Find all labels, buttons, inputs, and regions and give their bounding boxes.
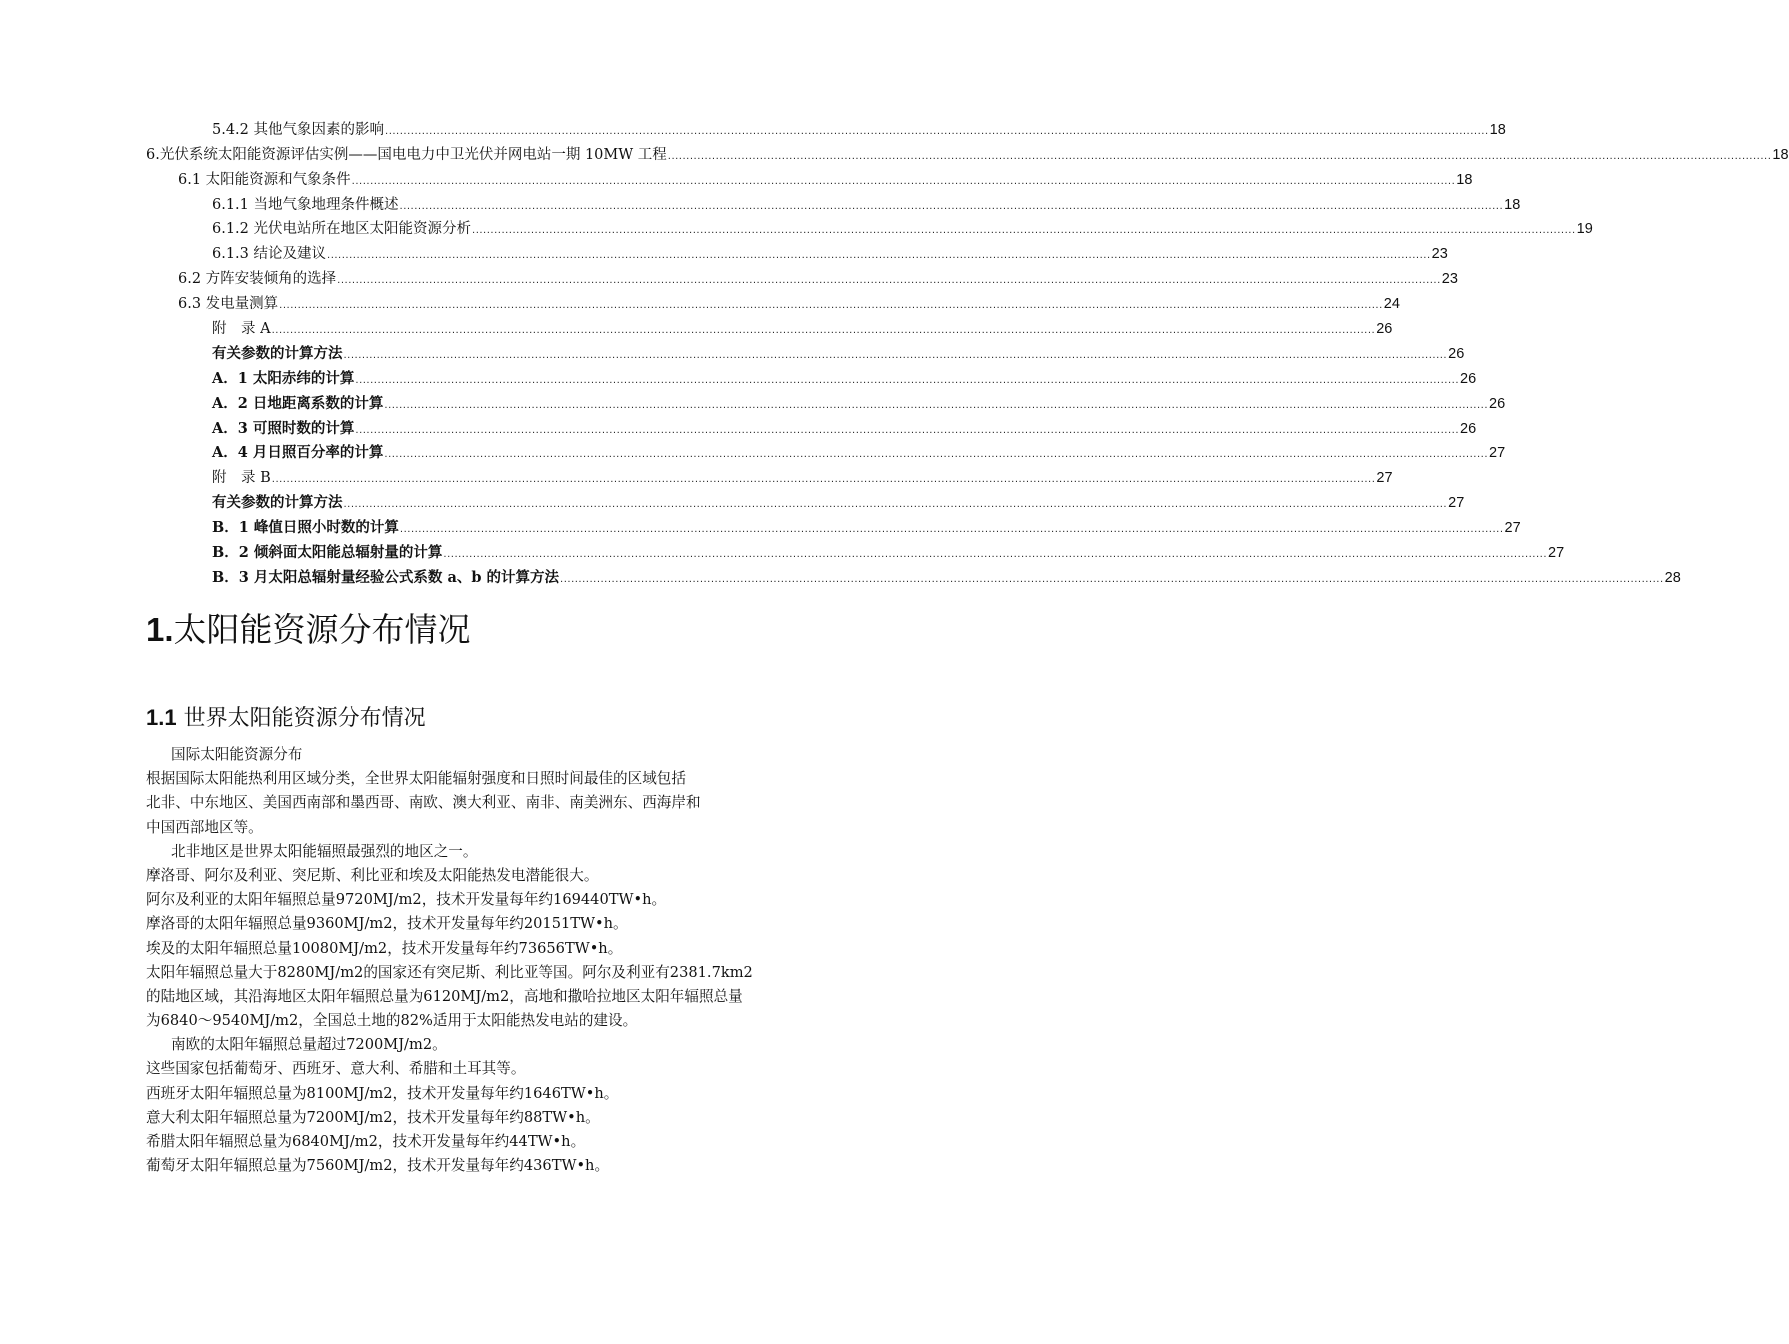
toc-entry[interactable]	[0, 290, 1400, 315]
toc-entry-title: A．1 太阳赤纬的计算	[212, 368, 355, 390]
chapter-title: 太阳能资源分布情况	[173, 610, 471, 649]
section-title: 世界太阳能资源分布情况	[176, 706, 426, 731]
toc-entry[interactable]	[0, 166, 1473, 191]
toc-entry-title: B．2 倾斜面太阳能总辐射量的计算	[212, 542, 443, 564]
body-line: 摩洛哥的太阳年辐照总量9360MJ/m2，技术开发量每年约20151TW•h。	[146, 915, 628, 933]
toc-leader-dots: ............................................................................................................................................................................................................................................................................................................	[472, 225, 1576, 237]
toc-entry-title: 有关参数的计算方法	[212, 492, 344, 514]
body-line: 中国西部地区等。	[146, 818, 263, 836]
toc-entry-page: 27	[1376, 470, 1393, 487]
toc-entry-title: B．3 月太阳总辐射量经验公式系数 a、b 的计算方法	[212, 567, 560, 589]
chapter-heading	[146, 606, 471, 654]
toc-leader-dots: ............................................................................................................................................................................................................................................................................................................	[355, 374, 1460, 386]
body-line: 根据国际太阳能热利用区域分类，全世界太阳能辐射强度和日照时间最佳的区域包括	[146, 770, 686, 788]
toc-entry[interactable]	[0, 390, 1506, 415]
body-line: 的陆地区域，其沿海地区太阳年辐照总量为6120MJ/m2，高地和撒哈拉地区太阳年辐照总量	[146, 987, 743, 1005]
toc-leader-dots: ............................................................................................................................................................................................................................................................................................................	[337, 275, 1441, 287]
toc-entry-title: 6.2 方阵安装倾角的选择	[178, 268, 337, 290]
body-line: 国际太阳能资源分布	[171, 746, 303, 763]
toc-entry-page: 28	[1664, 569, 1681, 586]
toc-entry-title: 6.1.3 结论及建议	[212, 243, 327, 265]
toc-entry-title: 6.光伏系统太阳能资源评估实例——国电电力中卫光伏并网电站一期 10MW 工程	[146, 144, 668, 166]
body-line: 葡萄牙太阳年辐照总量为7560MJ/m2，技术开发量每年约436TW•h。	[146, 1157, 610, 1175]
toc-entry-page: 27	[1448, 495, 1465, 512]
section-heading	[146, 701, 426, 736]
toc-entry[interactable]	[0, 489, 1465, 514]
toc-entry[interactable]	[0, 240, 1448, 265]
toc-entry-title: A．3 可照时数的计算	[212, 418, 355, 440]
body-line: 北非地区是世界太阳能辐照最强烈的地区之一。	[171, 842, 478, 860]
toc-entry-page: 24	[1383, 296, 1400, 313]
toc-entry-page: 18	[1504, 196, 1521, 213]
toc-leader-dots: ............................................................................................................................................................................................................................................................................................................	[399, 200, 1504, 212]
body-line: 摩洛哥、阿尔及利亚、突尼斯、利比亚和埃及太阳能热发电潜能很大。	[146, 866, 599, 884]
body-line: 埃及的太阳年辐照总量10080MJ/m2，技术开发量每年约73656TW•h。	[146, 939, 623, 957]
toc-entry[interactable]	[0, 365, 1477, 390]
toc-entry[interactable]	[0, 141, 1789, 166]
toc-entry[interactable]	[0, 464, 1393, 489]
toc-entry[interactable]	[0, 564, 1681, 589]
toc-entry[interactable]	[0, 340, 1465, 365]
toc-leader-dots: ............................................................................................................................................................................................................................................................................................................	[271, 325, 1376, 337]
body-line: 阿尔及利亚的太阳年辐照总量9720MJ/m2，技术开发量每年约169440TW•h。	[146, 891, 667, 909]
toc-entry-title: 附 录 A	[212, 318, 272, 340]
toc-entry-title: 6.3 发电量测算	[178, 293, 279, 315]
toc-entry-title: 6.1.2 光伏电站所在地区太阳能资源分析	[212, 218, 472, 240]
body-line: 意大利太阳年辐照总量为7200MJ/m2，技术开发量每年约88TW•h。	[146, 1108, 600, 1126]
toc-entry-title: 附 录 B	[212, 467, 272, 489]
chapter-number: 1.	[146, 611, 174, 648]
toc-leader-dots: ............................................................................................................................................................................................................................................................................................................	[443, 549, 1548, 561]
toc-entry-page: 26	[1376, 321, 1393, 338]
toc-entry-page: 26	[1460, 420, 1477, 437]
toc-leader-dots: ............................................................................................................................................................................................................................................................................................................	[343, 349, 1448, 361]
toc-leader-dots: ............................................................................................................................................................................................................................................................................................................	[560, 573, 1664, 585]
toc-entry-page: 23	[1441, 271, 1458, 288]
body-line: 西班牙太阳年辐照总量为8100MJ/m2，技术开发量每年约1646TW•h。	[146, 1084, 619, 1102]
toc-entry[interactable]	[0, 539, 1565, 564]
toc-entry-page: 26	[1460, 370, 1477, 387]
body-line: 北非、中东地区、美国西南部和墨西哥、南欧、澳大利亚、南非、南美洲东、西海岸和	[146, 794, 701, 812]
toc-leader-dots: ............................................................................................................................................................................................................................................................................................................	[384, 449, 1489, 461]
body-line: 为6840～9540MJ/m2，全国总土地的82%适用于太阳能热发电站的建设。	[146, 1012, 638, 1030]
toc-entry-page: 23	[1431, 246, 1448, 263]
body-text	[146, 743, 816, 1178]
toc-entry-page: 18	[1489, 121, 1506, 138]
toc-entry[interactable]	[0, 216, 1593, 241]
toc-entry-title: 有关参数的计算方法	[212, 343, 344, 365]
table-of-contents	[0, 116, 1789, 589]
toc-entry-page: 27	[1489, 445, 1506, 462]
toc-entry[interactable]	[0, 440, 1506, 465]
toc-entry[interactable]	[0, 116, 1506, 141]
toc-entry-page: 26	[1489, 395, 1506, 412]
toc-entry-title: A．2 日地距离系数的计算	[212, 393, 384, 415]
toc-entry[interactable]	[0, 415, 1477, 440]
toc-entry-title: 6.1 太阳能资源和气象条件	[178, 169, 352, 191]
toc-entry-page: 19	[1576, 221, 1593, 238]
toc-entry-page: 27	[1548, 545, 1565, 562]
toc-entry-page: 18	[1772, 146, 1789, 163]
section-number: 1.1	[146, 705, 177, 730]
toc-leader-dots: ............................................................................................................................................................................................................................................................................................................	[351, 175, 1456, 187]
body-line: 南欧的太阳年辐照总量超过7200MJ/m2。	[171, 1036, 447, 1054]
toc-leader-dots: ............................................................................................................................................................................................................................................................................................................	[399, 524, 1504, 536]
toc-entry[interactable]	[0, 265, 1458, 290]
toc-leader-dots: ............................................................................................................................................................................................................................................................................................................	[667, 150, 1772, 162]
toc-entry-title: B．1 峰值日照小时数的计算	[212, 517, 400, 539]
toc-entry-title: A．4 月日照百分率的计算	[212, 442, 384, 464]
toc-entry-page: 18	[1456, 171, 1473, 188]
toc-entry[interactable]	[0, 191, 1521, 216]
toc-entry-page: 27	[1504, 520, 1521, 537]
toc-leader-dots: ............................................................................................................................................................................................................................................................................................................	[327, 250, 1431, 262]
toc-leader-dots: ............................................................................................................................................................................................................................................................................................................	[355, 424, 1460, 436]
toc-entry-title: 5.4.2 其他气象因素的影响	[212, 119, 385, 141]
body-line: 太阳年辐照总量大于8280MJ/m2的国家还有突尼斯、利比亚等国。阿尔及利亚有2381.7km2	[146, 963, 753, 981]
toc-entry-page: 26	[1448, 345, 1465, 362]
toc-entry[interactable]	[0, 315, 1393, 340]
toc-leader-dots: ............................................................................................................................................................................................................................................................................................................	[385, 125, 1489, 137]
toc-leader-dots: ............................................................................................................................................................................................................................................................................................................	[279, 300, 1383, 312]
toc-entry-title: 6.1.1 当地气象地理条件概述	[212, 194, 400, 216]
body-line: 希腊太阳年辐照总量为6840MJ/m2，技术开发量每年约44TW•h。	[146, 1133, 586, 1150]
body-line: 这些国家包括葡萄牙、西班牙、意大利、希腊和土耳其等。	[146, 1060, 526, 1078]
toc-leader-dots: ............................................................................................................................................................................................................................................................................................................	[343, 499, 1448, 511]
toc-leader-dots: ............................................................................................................................................................................................................................................................................................................	[271, 474, 1376, 486]
toc-entry[interactable]	[0, 514, 1521, 539]
toc-leader-dots: ............................................................................................................................................................................................................................................................................................................	[384, 399, 1489, 411]
